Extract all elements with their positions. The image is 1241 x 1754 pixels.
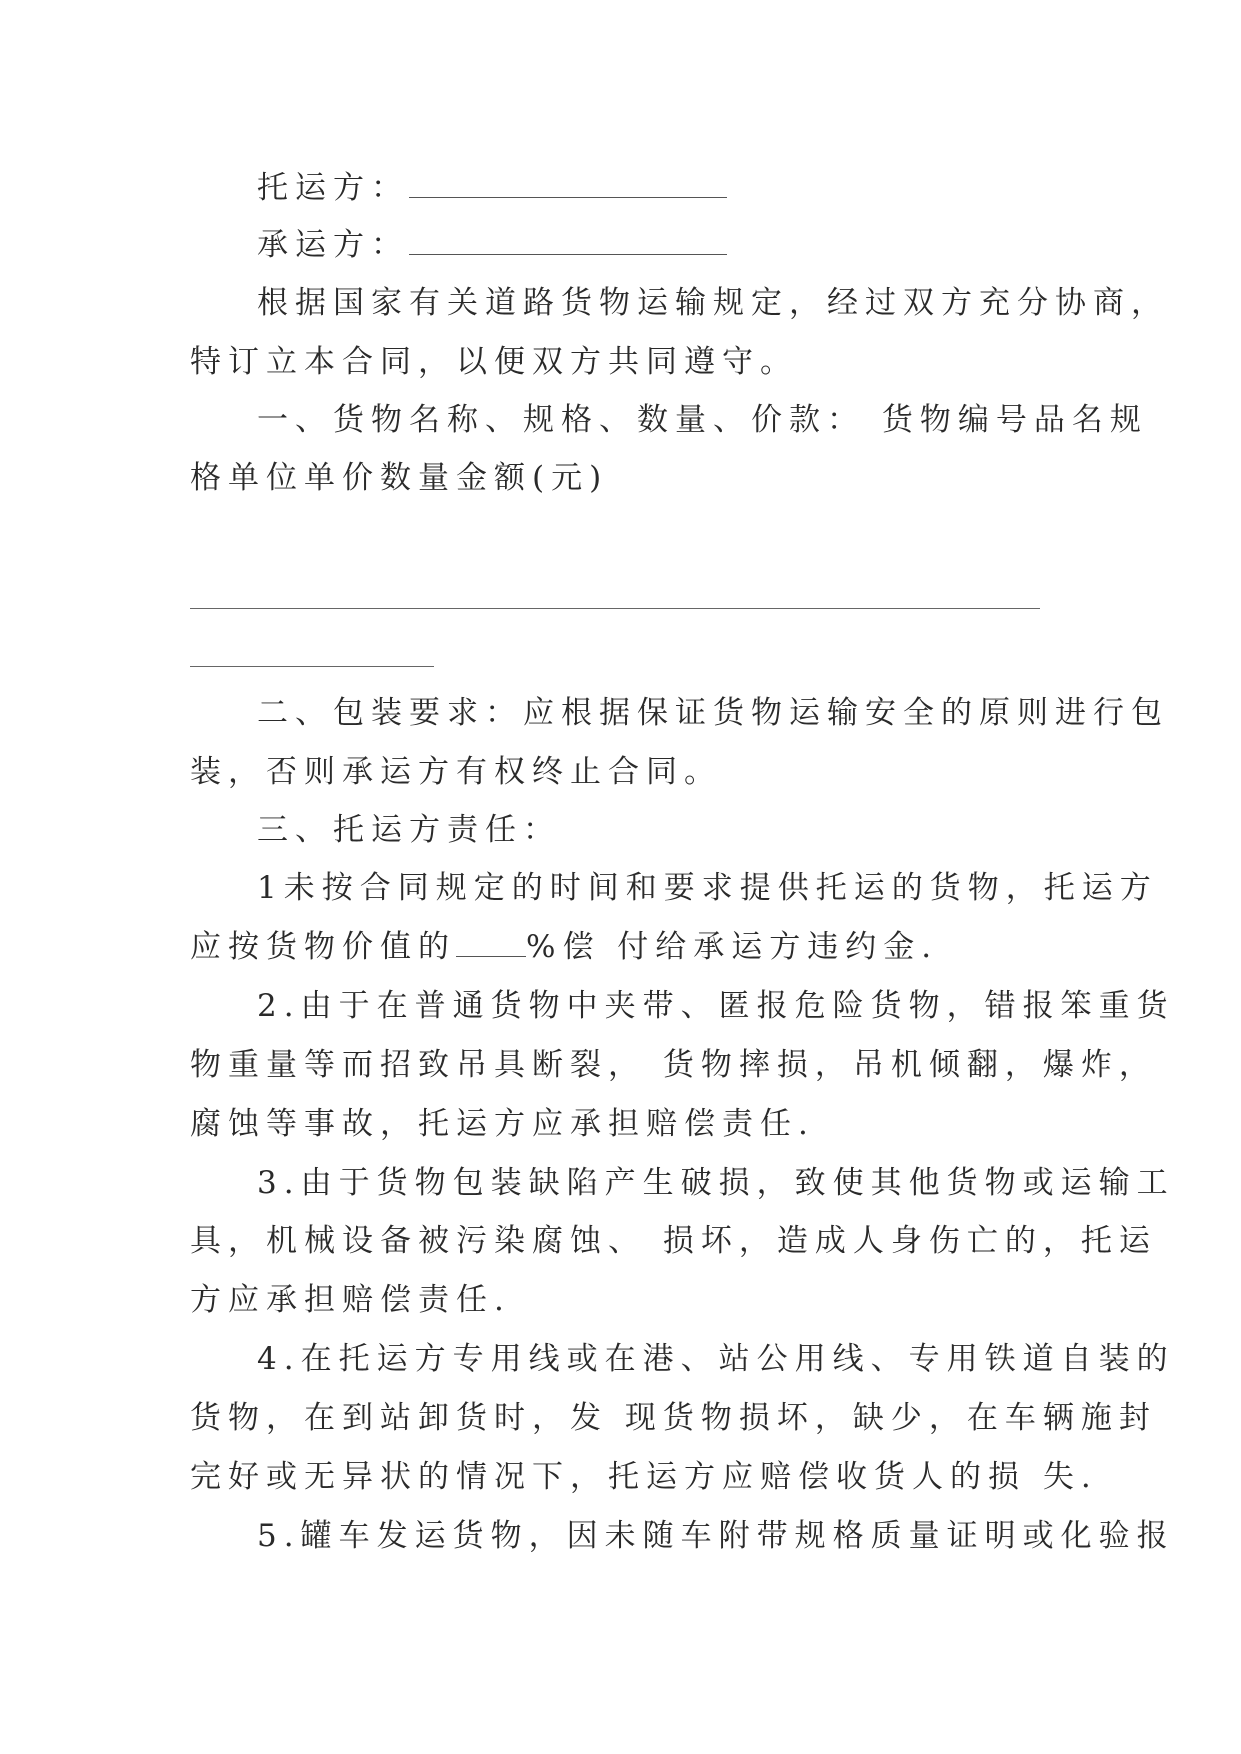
item3-line-1: 3.由于货物包装缺陷产生破损，致使其他货物或运输工 (257, 1165, 1175, 1201)
section1-line-2: 格单位单价数量金额(元) (190, 460, 609, 496)
item1-text-a: 应按货物价值的 (190, 929, 456, 965)
item4-line-1: 4.在托运方专用线或在港、站公用线、专用铁道自装的 (257, 1341, 1175, 1377)
item2-line-3: 腐蚀等事故，托运方应承担赔偿责任. (190, 1106, 815, 1142)
preamble-line-1: 根据国家有关道路货物运输规定，经过双方充分协商， (257, 285, 1169, 321)
item5-line-1: 5.罐车发运货物，因未随车附带规格质量证明或化验报 (257, 1518, 1175, 1554)
section2-line-1: 二、包装要求：应根据保证货物运输安全的原则进行包 (257, 695, 1169, 731)
item4-line-2: 货物，在到站卸货时，发 现货物损坏，缺少，在车辆施封 (190, 1400, 1157, 1436)
shipper-line (0, 168, 1241, 208)
goods-blank-rule-2[interactable] (190, 666, 434, 667)
shipper-blank[interactable] (409, 171, 727, 198)
item1-line-1: 1未按合同规定的时间和要求提供托运的货物，托运方 (257, 870, 1158, 906)
carrier-line (0, 225, 1241, 265)
item2-line-1: 2.由于在普通货物中夹带、匿报危险货物，错报笨重货 (257, 988, 1175, 1024)
preamble-line-2: 特订立本合同，以便双方共同遵守。 (190, 344, 798, 380)
item3-line-3: 方应承担赔偿责任. (190, 1282, 511, 1318)
penalty-percent-blank[interactable] (456, 930, 526, 957)
shipper-label: 托运方： (257, 170, 409, 206)
goods-blank-rule-1[interactable] (190, 608, 1040, 609)
item1-text-b: %偿 付给承运方违约金. (526, 929, 939, 965)
item2-line-2: 物重量等而招致吊具断裂， 货物摔损，吊机倾翻，爆炸， (190, 1047, 1157, 1083)
section2-line-2: 装，否则承运方有权终止合同。 (190, 754, 722, 790)
section1-line-1: 一、货物名称、规格、数量、价款： 货物编号品名规 (257, 402, 1148, 438)
section3-title: 三、托运方责任： (257, 812, 561, 848)
item3-line-2: 具，机械设备被污染腐蚀、 损坏，造成人身伤亡的，托运 (190, 1223, 1157, 1259)
carrier-blank[interactable] (409, 228, 727, 255)
carrier-label: 承运方： (257, 227, 409, 263)
item1-line-2 (0, 927, 1241, 967)
item4-line-3: 完好或无异状的情况下，托运方应赔偿收货人的损 失. (190, 1459, 1098, 1495)
